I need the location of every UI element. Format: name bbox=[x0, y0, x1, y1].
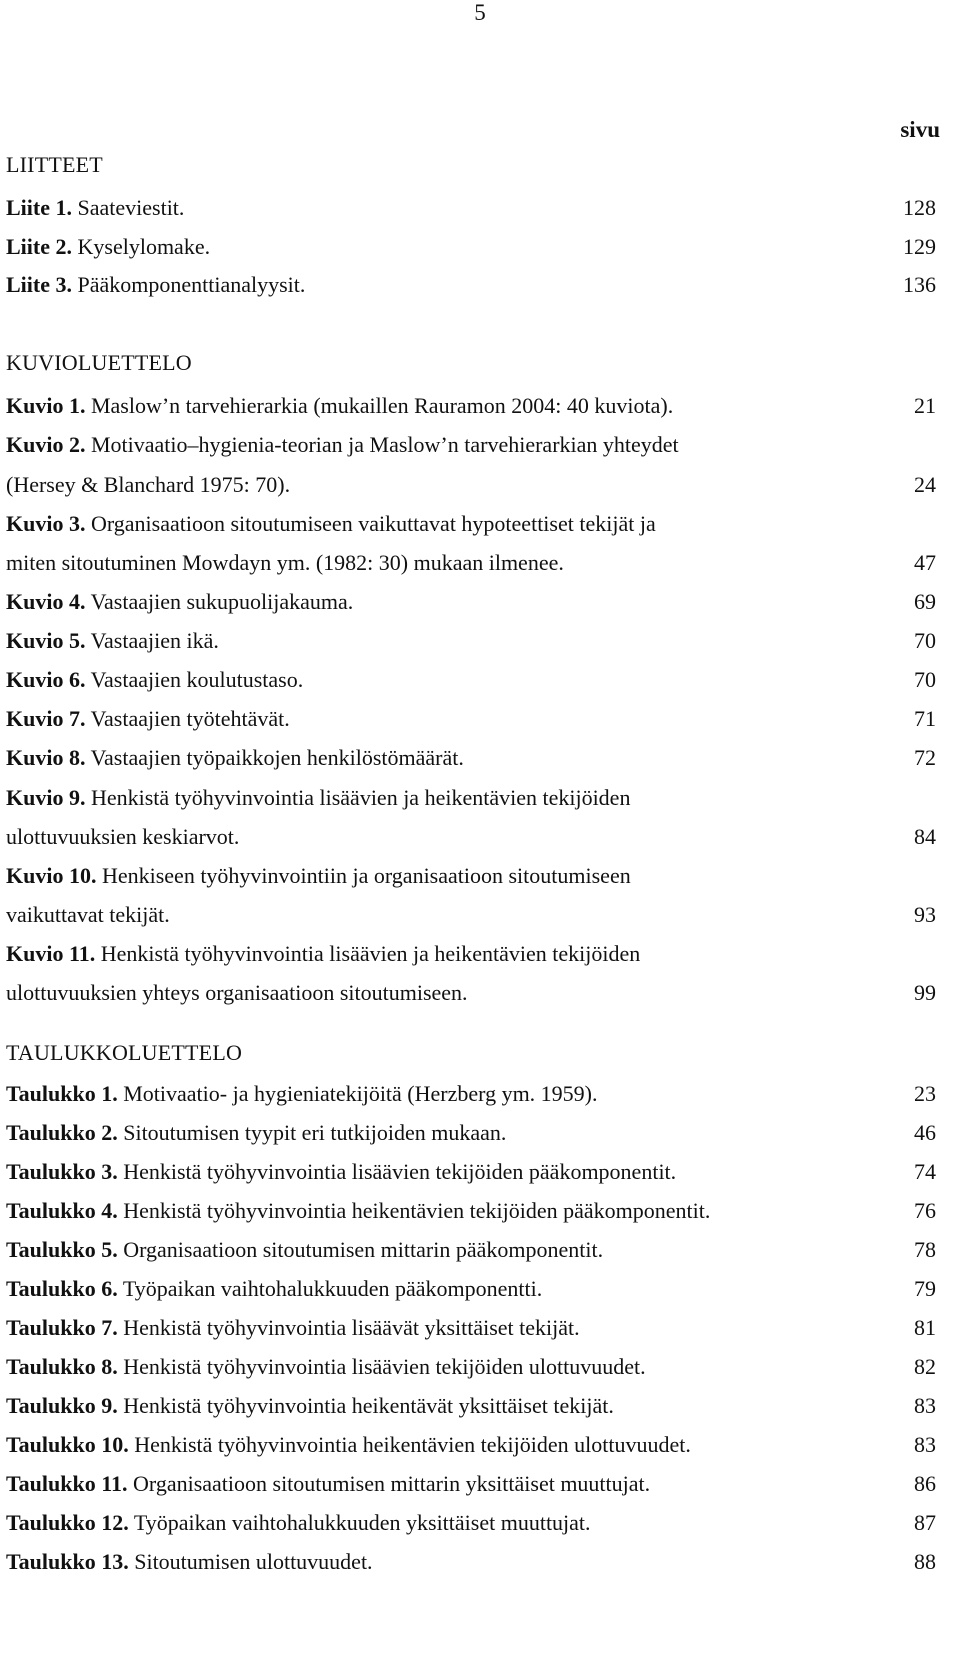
entry-page-number: 93 bbox=[914, 902, 936, 927]
entry-label: Taulukko 13. bbox=[6, 1549, 129, 1574]
entry-title bbox=[6, 900, 170, 930]
entry-title bbox=[6, 587, 353, 617]
entry-page-number: 74 bbox=[914, 1159, 936, 1184]
entry-label: Liite 2. bbox=[6, 233, 72, 259]
entry-title bbox=[6, 1352, 646, 1382]
entry-text: Henkistä työhyvinvointia lisäävien ja heikentävien tekijöiden bbox=[90, 785, 631, 810]
entry-label: Taulukko 3. bbox=[6, 1159, 118, 1184]
entry-text: Maslow’n tarvehierarkia (mukaillen Rauramon 2004: 40 kuviota). bbox=[90, 393, 674, 418]
entry-text: Organisaatioon sitoutumisen mittarin pääkomponentit. bbox=[123, 1237, 604, 1262]
entry-title bbox=[6, 1508, 591, 1538]
toc-entry bbox=[6, 978, 936, 1008]
toc-entry bbox=[6, 548, 936, 578]
entry-label: Kuvio 6. bbox=[6, 667, 86, 692]
toc-entry bbox=[6, 1547, 936, 1577]
entry-page-number: 47 bbox=[914, 550, 936, 575]
entry-title bbox=[6, 783, 630, 813]
entry-text: Työpaikan vaihtohalukkuuden pääkomponentti. bbox=[122, 1276, 543, 1301]
entry-text: Pääkomponenttianalyysit. bbox=[77, 272, 306, 297]
entry-label: Kuvio 4. bbox=[6, 589, 86, 614]
entry-page-number: 86 bbox=[914, 1471, 936, 1496]
entry-title bbox=[6, 1118, 506, 1148]
entry-label: Kuvio 5. bbox=[6, 628, 86, 653]
entry-text: Henkistä työhyvinvointia lisäävät yksittäiset tekijät. bbox=[123, 1315, 580, 1340]
entry-page-number: 70 bbox=[914, 667, 936, 692]
entry-title bbox=[6, 193, 184, 223]
entry-label: Taulukko 2. bbox=[6, 1120, 118, 1145]
entry-label: Liite 1. bbox=[6, 195, 72, 220]
liitteet-heading: LIITTEET bbox=[6, 152, 103, 177]
toc-entry bbox=[6, 193, 936, 223]
entry-title bbox=[6, 1274, 542, 1304]
entry-label: Taulukko 11. bbox=[6, 1471, 128, 1496]
toc-entry bbox=[6, 861, 936, 891]
entry-text: Vastaajien ikä. bbox=[90, 628, 219, 653]
entry-text: Työpaikan vaihtohalukkuuden yksittäiset muuttujat. bbox=[133, 1510, 591, 1535]
kuviot-heading: KUVIOLUETTELO bbox=[6, 350, 192, 375]
toc-entry bbox=[6, 1430, 936, 1460]
entry-page-number: 128 bbox=[903, 195, 936, 220]
entry-title bbox=[6, 548, 564, 578]
entry-page-number: 21 bbox=[914, 393, 936, 418]
entry-text: (Hersey & Blanchard 1975: 70). bbox=[6, 472, 291, 497]
entry-title bbox=[6, 509, 656, 539]
entry-label: Taulukko 7. bbox=[6, 1315, 118, 1340]
entry-label: Taulukko 4. bbox=[6, 1198, 118, 1223]
entry-title bbox=[6, 1079, 598, 1109]
toc-entry bbox=[6, 939, 936, 969]
entry-label: Kuvio 1. bbox=[6, 393, 86, 418]
toc-entry bbox=[6, 900, 936, 930]
entry-page-number: 46 bbox=[914, 1120, 936, 1145]
toc-entry bbox=[6, 1235, 936, 1265]
toc-entry bbox=[6, 587, 936, 617]
entry-title bbox=[6, 270, 305, 300]
entry-title bbox=[6, 861, 631, 891]
entry-title bbox=[6, 939, 640, 969]
entry-text: Henkiseen työhyvinvointiin ja organisaatioon sitoutumiseen bbox=[101, 863, 631, 888]
entry-page-number: 72 bbox=[914, 745, 936, 770]
entry-page-number: 99 bbox=[914, 980, 936, 1005]
entry-page-number: 83 bbox=[914, 1393, 936, 1418]
entry-title bbox=[6, 470, 290, 500]
entry-page-number: 70 bbox=[914, 628, 936, 653]
toc-entry bbox=[6, 232, 936, 262]
entry-page-number: 81 bbox=[914, 1315, 936, 1340]
entry-page-number: 71 bbox=[914, 706, 936, 731]
entry-title bbox=[6, 391, 673, 421]
entry-page-number: 23 bbox=[914, 1081, 936, 1106]
entry-label: Liite 3. bbox=[6, 272, 72, 297]
entry-title bbox=[6, 626, 219, 656]
toc-entry bbox=[6, 626, 936, 656]
entry-text: ulottuvuuksien keskiarvot. bbox=[6, 824, 240, 849]
entry-title bbox=[6, 1547, 373, 1577]
entry-page-number: 136 bbox=[903, 272, 936, 297]
entry-text: Kyselylomake. bbox=[77, 233, 211, 259]
entry-label: Taulukko 6. bbox=[6, 1276, 118, 1301]
entry-text: Sitoutumisen ulottuvuudet. bbox=[134, 1549, 373, 1574]
entry-text: Organisaatioon sitoutumiseen vaikuttavat hypoteettiset tekijät ja bbox=[90, 511, 656, 536]
entry-text: Henkistä työhyvinvointia lisäävien tekijöiden pääkomponentit. bbox=[123, 1159, 677, 1184]
entry-page-number: 78 bbox=[914, 1237, 936, 1262]
entry-title bbox=[6, 1313, 580, 1343]
entry-label: Taulukko 10. bbox=[6, 1432, 129, 1457]
toc-entry bbox=[6, 270, 936, 300]
entry-text: Henkistä työhyvinvointia lisäävien tekijöiden ulottuvuudet. bbox=[123, 1354, 646, 1379]
toc-entry bbox=[6, 1157, 936, 1187]
toc-entry bbox=[6, 391, 936, 421]
entry-label: Taulukko 8. bbox=[6, 1354, 118, 1379]
entry-title bbox=[6, 978, 468, 1008]
entry-page-number: 87 bbox=[914, 1510, 936, 1535]
entry-title bbox=[6, 1235, 603, 1265]
entry-text: Sitoutumisen tyypit eri tutkijoiden mukaan. bbox=[123, 1120, 507, 1145]
page-column-header: sivu bbox=[900, 117, 940, 142]
entry-title bbox=[6, 232, 210, 262]
entry-text: vaikuttavat tekijät. bbox=[6, 902, 170, 927]
entry-title bbox=[6, 1469, 650, 1499]
entry-text: Henkistä työhyvinvointia lisäävien ja heikentävien tekijöiden bbox=[100, 941, 641, 966]
taulukot-heading: TAULUKKOLUETTELO bbox=[6, 1040, 243, 1065]
entry-page-number: 88 bbox=[914, 1549, 936, 1574]
toc-entry bbox=[6, 1469, 936, 1499]
entry-label: Kuvio 2. bbox=[6, 432, 86, 457]
toc-entry bbox=[6, 822, 936, 852]
entry-text: miten sitoutuminen Mowdayn ym. (1982: 30) mukaan ilmenee. bbox=[6, 550, 564, 575]
toc-entry bbox=[6, 1196, 936, 1226]
toc-entry bbox=[6, 1352, 936, 1382]
entry-label: Kuvio 10. bbox=[6, 863, 97, 888]
toc-entry bbox=[6, 509, 936, 539]
entry-page-number: 69 bbox=[914, 589, 936, 614]
entry-label: Kuvio 3. bbox=[6, 511, 86, 536]
entry-label: Taulukko 9. bbox=[6, 1393, 118, 1418]
entry-text: Henkistä työhyvinvointia heikentävät yksittäiset tekijät. bbox=[123, 1393, 614, 1418]
entry-text: ulottuvuuksien yhteys organisaatioon sitoutumiseen. bbox=[6, 980, 468, 1005]
entry-page-number: 84 bbox=[914, 824, 936, 849]
entry-text: Henkistä työhyvinvointia heikentävien tekijöiden ulottuvuudet. bbox=[134, 1432, 691, 1457]
entry-page-number: 76 bbox=[914, 1198, 936, 1223]
entry-title bbox=[6, 1391, 614, 1421]
entry-text: Motivaatio–hygienia-teorian ja Maslow’n tarvehierarkian yhteydet bbox=[90, 432, 679, 457]
entry-text: Saateviestit. bbox=[77, 195, 185, 220]
entry-label: Taulukko 1. bbox=[6, 1081, 118, 1106]
entry-title bbox=[6, 743, 464, 773]
entry-text: Motivaatio- ja hygieniatekijöitä (Herzberg ym. 1959). bbox=[123, 1081, 598, 1106]
entry-text: Vastaajien työtehtävät. bbox=[90, 706, 290, 731]
entry-text: Vastaajien koulutustaso. bbox=[90, 667, 304, 692]
toc-entry bbox=[6, 1118, 936, 1148]
entry-title bbox=[6, 822, 239, 852]
page-number: 5 bbox=[474, 0, 486, 25]
toc-entry bbox=[6, 704, 936, 734]
entry-title bbox=[6, 704, 290, 734]
entry-page-number: 83 bbox=[914, 1432, 936, 1457]
entry-page-number: 24 bbox=[914, 472, 936, 497]
entry-label: Kuvio 7. bbox=[6, 706, 86, 731]
entry-text: Henkistä työhyvinvointia heikentävien tekijöiden pääkomponentit. bbox=[123, 1198, 711, 1223]
entry-text: Organisaatioon sitoutumisen mittarin yksittäiset muuttujat. bbox=[133, 1471, 651, 1496]
entry-label: Taulukko 5. bbox=[6, 1237, 118, 1262]
toc-entry bbox=[6, 430, 936, 460]
entry-title bbox=[6, 1196, 710, 1226]
entry-text: Vastaajien työpaikkojen henkilöstömäärät. bbox=[90, 745, 464, 770]
entry-page-number: 129 bbox=[903, 233, 936, 259]
entry-page-number: 82 bbox=[914, 1354, 936, 1379]
entry-title bbox=[6, 1157, 676, 1187]
toc-entry bbox=[6, 1508, 936, 1538]
toc-entry bbox=[6, 783, 936, 813]
entry-title bbox=[6, 430, 679, 460]
entry-label: Kuvio 8. bbox=[6, 745, 86, 770]
toc-entry bbox=[6, 1391, 936, 1421]
toc-entry bbox=[6, 743, 936, 773]
toc-entry bbox=[6, 470, 936, 500]
entry-label: Kuvio 9. bbox=[6, 785, 86, 810]
entry-title bbox=[6, 665, 303, 695]
toc-entry bbox=[6, 665, 936, 695]
toc-entry bbox=[6, 1274, 936, 1304]
entry-title bbox=[6, 1430, 691, 1460]
entry-label: Kuvio 11. bbox=[6, 941, 96, 966]
entry-label: Taulukko 12. bbox=[6, 1510, 129, 1535]
toc-entry bbox=[6, 1079, 936, 1109]
entry-page-number: 79 bbox=[914, 1276, 936, 1301]
toc-entry bbox=[6, 1313, 936, 1343]
entry-text: Vastaajien sukupuolijakauma. bbox=[90, 589, 354, 614]
